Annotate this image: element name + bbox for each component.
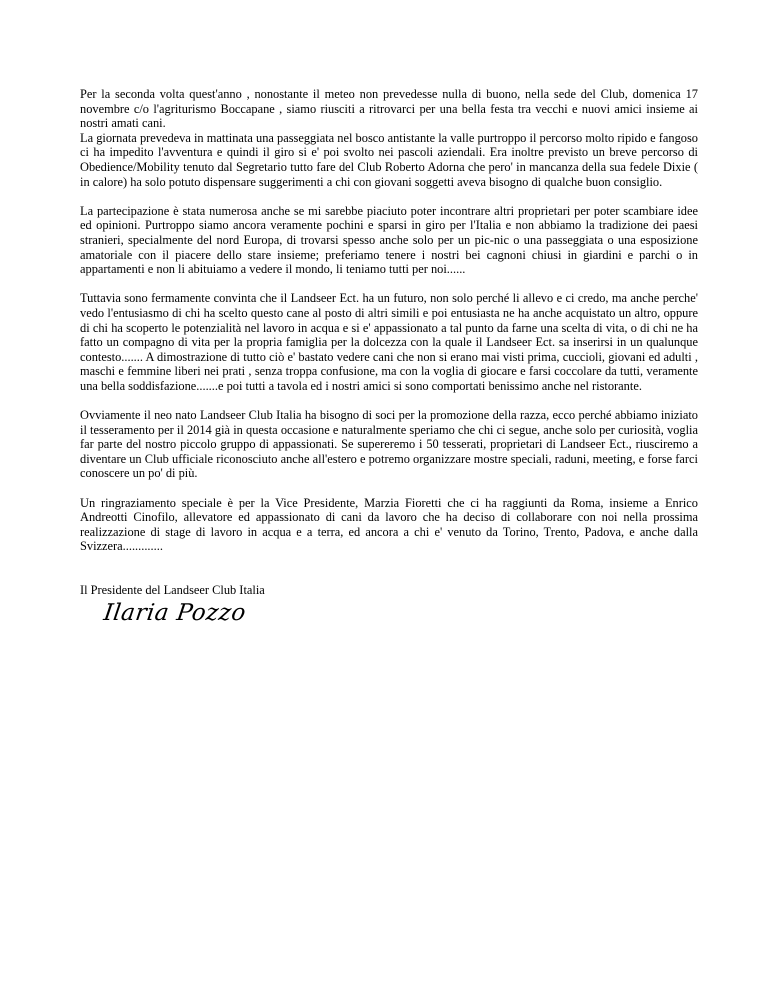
- signature-block: [80, 583, 698, 626]
- paragraph-day-schedule: La giornata prevedeva in mattinata una passeggiata nel bosco antistante la valle purtroppo il percorso molto ripido e fangoso ci ha impedito l'avventura e quindi il giro si e' poi svolto nei pascoli aziendali. Era inoltre previsto un breve percorso di Obedience/Mobility tenuto dal Segretario tutto fare del Club Roberto Adorna che pero' in mancanza della sua fedele Dixie ( in calore) ha solo potuto dispensare suggerimenti a chi con giovani soggetti aveva bisogno di qualche buon consiglio.: [80, 130, 698, 189]
- paragraph-membership: Ovviamente il neo nato Landseer Club Italia ha bisogno di soci per la promozione della razza, ecco perché abbiamo iniziato il tesseramento per il 2014 già in questa occasione e naturalmente speriamo che chi ci segue, anche solo per curiosità, voglia far parte del nostro piccolo gruppo di appassionati. Se supereremo i 50 tesserati, proprietari di Landseer Ect., riusciremo a diventare un Club ufficiale riconosciuto anche all'estero e potremo organizzare mostre speciali, raduni, meeting, e forse farci conoscere un po' di più.: [80, 408, 698, 481]
- handwritten-signature: Ilaria Pozzo: [102, 599, 248, 626]
- paragraph-thanks: Un ringraziamento speciale è per la Vice Presidente, Marzia Fioretti che ci ha raggiunti da Roma, insieme a Enrico Andreotti Cinofilo, allevatore ed appassionato di cani da lavoro che ha deciso di collaborare con noi nella prossima realizzazione di stage di lavoro in acqua e a terra, ed ancora a chi e' venuto da Torino, Trento, Padova, e anche dalla Svizzera.............: [80, 495, 698, 554]
- paragraph-participation: La partecipazione è stata numerosa anche se mi sarebbe piaciuto poter incontrare altri proprietari per poter scambiare idee ed opinioni. Purtroppo siamo ancora veramente pochini e sparsi in giro per l'Italia e non abbiamo la tradizione dei paesi stranieri, specialmente del nord Europa, di trovarsi spesso anche solo per un pic-nic o una passeggiata o una esposizione amatoriale con il piacere dello stare insieme; preferiamo tenere i nostri bei cagnoni chiusi in giardini e parchi o in appartamenti e non li abituiamo a vedere il mondo, li teniamo tutti per noi......: [80, 203, 698, 277]
- closing-title: Il Presidente del Landseer Club Italia: [80, 583, 265, 597]
- paragraph-future: Tuttavia sono fermamente convinta che il Landseer Ect. ha un futuro, non solo perché li allevo e ci credo, ma anche perche' vedo l'entusiasmo di chi ha scelto questo cane al posto di altri simili e poi entusiasta ne ha anche acquistato un altro, oppure di chi ha scoperto le potenzialità nel lavoro in acqua e si e' appassionato a tal punto da farne una scelta di vita, o di chi ne ha fatto un compagno di vita per la propria famiglia per la dolcezza con la quale il Landseer Ect. sa inserirsi in un qualunque contesto....... A dimostrazione di tutto ciò e' bastato vedere cani che non si erano mai visti prima, cuccioli, giovani ed adulti , maschi e femmine liberi nei prati , senza troppa confusione, ma con la voglia di giocare e farsi coccolare da tutti, veramente una bella soddisfazione.......e poi tutti a tavola ed i nostri amici si sono comportati benissimo anche nel ristorante.: [80, 291, 698, 393]
- document-page: [80, 87, 698, 626]
- paragraph-intro: Per la seconda volta quest'anno , nonostante il meteo non prevedesse nulla di buono, nella sede del Club, domenica 17 novembre c/o l'agriturismo Boccapane , siamo riusciti a ritrovarci per una bella festa tra vecchi e nuovi amici insieme ai nostri amati cani.: [80, 87, 698, 131]
